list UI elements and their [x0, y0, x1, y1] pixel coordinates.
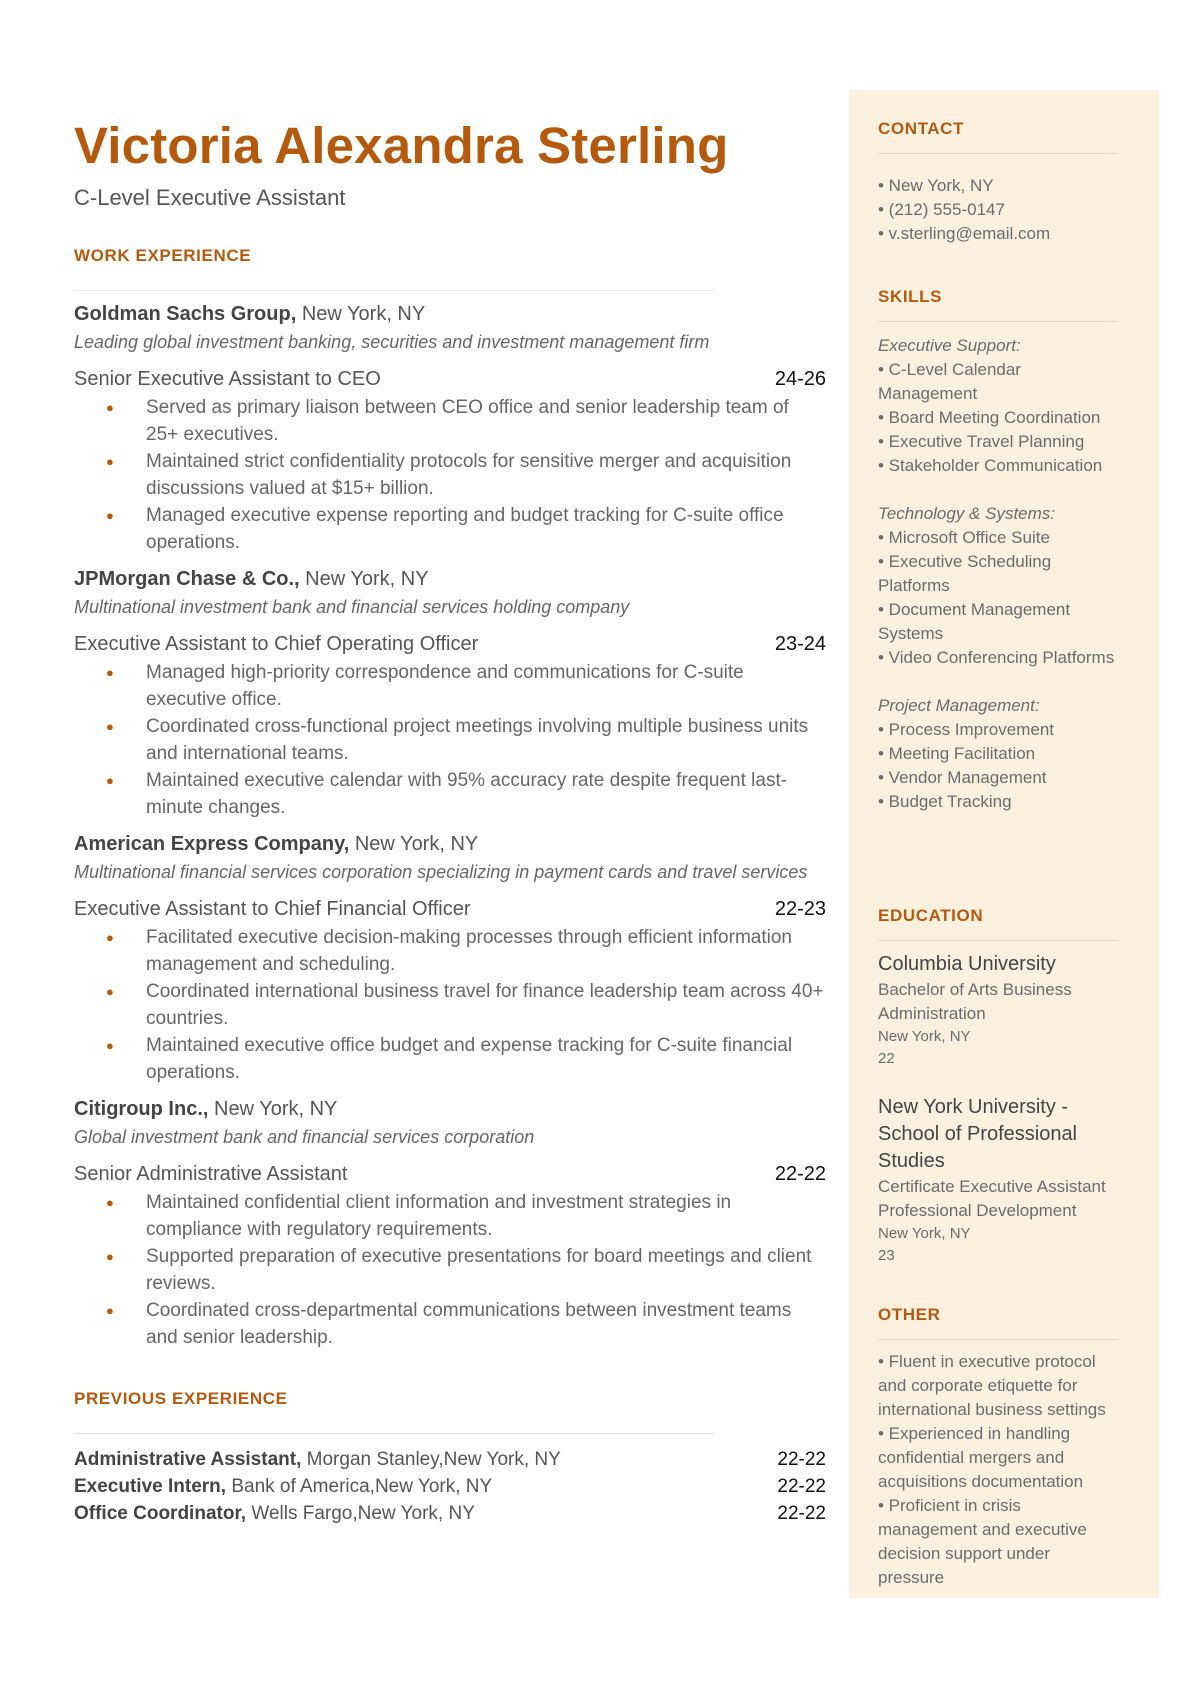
position-title: Senior Executive Assistant to CEO [74, 368, 381, 390]
skill-category: Technology & Systems: [878, 504, 1056, 523]
company-description: Multinational financial services corporation specializing in payment cards and travel services [74, 862, 808, 882]
achievement-list [74, 394, 826, 556]
company-name: American Express Company, [74, 833, 350, 855]
company-line [74, 566, 826, 592]
section-divider [74, 290, 714, 291]
other-list [878, 1350, 1118, 1590]
achievement-item: ● Facilitated executive decision-making processes through efficient information management and scheduling. [146, 924, 826, 978]
previous-experience-list [74, 1446, 826, 1527]
skill-item: • Process Improvement [878, 720, 1055, 739]
job-entry [74, 831, 826, 1086]
achievement-item: ● Maintained strict confidentiality protocols for sensitive merger and acquisition discussions valued at $15+ billion. [146, 448, 826, 502]
previous-experience-item [74, 1500, 826, 1527]
previous-role: Office Coordinator, [74, 1503, 247, 1524]
skill-category: Executive Support: [878, 336, 1021, 355]
achievement-item: ● Maintained confidential client information and investment strategies in compliance with regulatory requirements. [146, 1189, 826, 1243]
previous-experience-item [74, 1446, 826, 1473]
previous-detail: Wells Fargo,New York, NY [246, 1503, 475, 1524]
skill-item: • Stakeholder Communication [878, 456, 1103, 475]
company-line [74, 1096, 826, 1122]
contact-email: • v.sterling@email.com [878, 224, 1051, 243]
edu-location: New York, NY [878, 1225, 971, 1242]
edu-school: Columbia University [878, 953, 1056, 975]
position-years: 22-23 [774, 898, 826, 920]
skill-group [878, 502, 1118, 670]
work-experience-title: WORK EXPERIENCE [74, 246, 252, 265]
section-divider [74, 1433, 714, 1434]
education-section [878, 906, 1118, 1267]
education-entry [878, 1094, 1118, 1267]
position-title: Executive Assistant to Chief Operating Officer [74, 633, 479, 655]
edu-degree: Bachelor of Arts Business Administration [878, 980, 1072, 1023]
company-line [74, 301, 826, 327]
achievement-list [74, 924, 826, 1086]
position-years: 24-26 [774, 368, 826, 390]
achievement-item: ● Supported preparation of executive presentations for board meetings and client reviews. [146, 1243, 826, 1297]
achievement-list [74, 1189, 826, 1351]
company-location: New York, NY [208, 1098, 338, 1120]
company-location: New York, NY [349, 833, 479, 855]
position-row [74, 631, 826, 657]
skill-item: • Video Conferencing Platforms [878, 648, 1115, 667]
company-description: Multinational investment bank and financial services holding company [74, 597, 630, 617]
edu-location: New York, NY [878, 1028, 971, 1045]
previous-role: Executive Intern, [74, 1476, 227, 1497]
contact-list [878, 174, 1118, 246]
work-experience-section [74, 246, 826, 1351]
achievement-item: ● Coordinated cross-functional project meetings involving multiple business units and international teams. [146, 713, 826, 767]
company-description: Global investment bank and financial services corporation [74, 1127, 535, 1147]
skills-section [878, 287, 1118, 814]
other-item: • Fluent in executive protocol and corporate etiquette for international business settings [878, 1352, 1106, 1419]
previous-detail: Bank of America,New York, NY [226, 1476, 493, 1497]
company-line [74, 831, 826, 857]
contact-location: • New York, NY [878, 176, 994, 195]
contact-phone: • (212) 555-0147 [878, 200, 1005, 219]
section-divider [878, 1339, 1118, 1340]
section-divider [878, 321, 1118, 322]
skill-category: Project Management: [878, 696, 1040, 715]
skill-group [878, 334, 1118, 478]
section-divider [878, 940, 1118, 941]
skill-item: • Executive Travel Planning [878, 432, 1085, 451]
other-item: • Experienced in handling confidential mergers and acquisitions documentation [878, 1424, 1084, 1491]
edu-school: New York University - School of Professional Studies [878, 1096, 1078, 1172]
job-entry [74, 566, 826, 821]
contact-section [878, 119, 1118, 246]
other-item: • Proficient in crisis management and executive decision support under pressure [878, 1496, 1087, 1587]
previous-years: 22-22 [777, 1503, 826, 1524]
previous-role: Administrative Assistant, [74, 1449, 302, 1470]
edu-degree: Certificate Executive Assistant Professional Development [878, 1177, 1106, 1220]
achievement-item: ● Coordinated cross-departmental communications between investment teams and senior leadership. [146, 1297, 826, 1351]
previous-years: 22-22 [777, 1476, 826, 1497]
sidebar [849, 90, 1159, 1598]
edu-year: 22 [878, 1050, 895, 1067]
skill-item: • Microsoft Office Suite [878, 528, 1050, 547]
position-row [74, 1161, 826, 1187]
previous-years: 22-22 [777, 1449, 826, 1470]
achievement-list [74, 659, 826, 821]
previous-experience-item [74, 1473, 826, 1500]
position-years: 22-22 [774, 1163, 826, 1185]
skill-item: • Executive Scheduling Platforms [878, 552, 1052, 595]
position-years: 23-24 [774, 633, 826, 655]
achievement-item: ● Served as primary liaison between CEO office and senior leadership team of 25+ executives. [146, 394, 826, 448]
position-row [74, 896, 826, 922]
position-title: Executive Assistant to Chief Financial Officer [74, 898, 471, 920]
skill-group [878, 694, 1118, 814]
skills-title: SKILLS [878, 287, 943, 306]
skill-item: • Document Management Systems [878, 600, 1071, 643]
previous-experience-title: PREVIOUS EXPERIENCE [74, 1389, 288, 1408]
company-description: Leading global investment banking, securities and investment management firm [74, 332, 710, 352]
achievement-item: ● Coordinated international business travel for finance leadership team across 40+ countries. [146, 978, 826, 1032]
achievement-item: ● Managed high-priority correspondence and communications for C-suite executive office. [146, 659, 826, 713]
company-location: New York, NY [296, 303, 426, 325]
achievement-item: ● Managed executive expense reporting and budget tracking for C-suite office operations. [146, 502, 826, 556]
position-title: Senior Administrative Assistant [74, 1163, 348, 1185]
company-name: Citigroup Inc., [74, 1098, 209, 1120]
candidate-name: Victoria Alexandra Sterling [74, 117, 729, 174]
company-name: Goldman Sachs Group, [74, 303, 297, 325]
position-row [74, 366, 826, 392]
education-entry [878, 951, 1118, 1070]
skill-item: • Vendor Management [878, 768, 1047, 787]
candidate-role: C-Level Executive Assistant [74, 185, 346, 210]
other-section [878, 1305, 1118, 1590]
skill-item: • Meeting Facilitation [878, 744, 1036, 763]
job-entry [74, 301, 826, 556]
previous-detail: Morgan Stanley,New York, NY [301, 1449, 561, 1470]
company-name: JPMorgan Chase & Co., [74, 568, 300, 590]
education-title: EDUCATION [878, 906, 984, 925]
company-location: New York, NY [299, 568, 429, 590]
edu-year: 23 [878, 1247, 895, 1264]
job-entry [74, 1096, 826, 1351]
skill-item: • Board Meeting Coordination [878, 408, 1101, 427]
section-divider [878, 153, 1118, 154]
skill-item: • C-Level Calendar Management [878, 360, 1021, 403]
previous-experience-section [74, 1389, 826, 1527]
contact-title: CONTACT [878, 119, 965, 138]
achievement-item: ● Maintained executive office budget and expense tracking for C-suite financial operations. [146, 1032, 826, 1086]
other-title: OTHER [878, 1305, 941, 1324]
achievement-item: ● Maintained executive calendar with 95% accuracy rate despite frequent last-minute changes. [146, 767, 826, 821]
skill-item: • Budget Tracking [878, 792, 1012, 811]
